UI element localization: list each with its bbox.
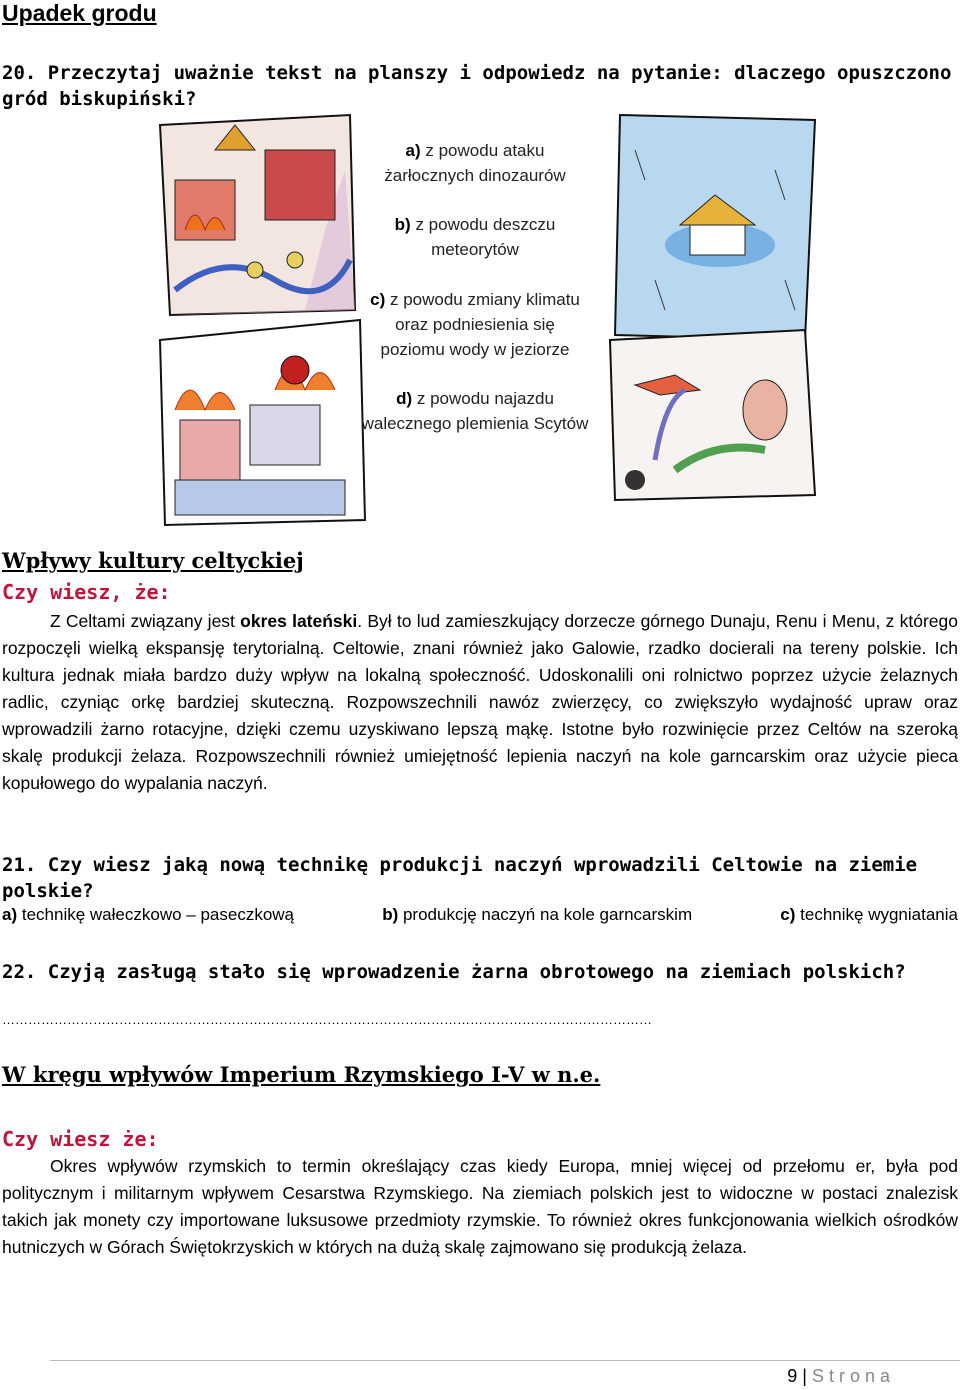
section-title-roman: W kręgu wpływów Imperium Rzymskiego I-V w n.e. [2, 1062, 601, 1087]
footer-page-number: 9 | S t r o n a [787, 1366, 890, 1386]
paragraph-roman: Okres wpływów rzymskich to termin określający czas kiedy Europa, mniej więcej od przełomu er, była pod politycznym i militarnym wpływem Cesarstwa Rzymskiego. Na ziemiach polskich jest to widoczne w postaci znalezisk takich jak monety czy importowane luksusowe przedmioty rzymskie. To również okres funkcjonowania wielkich ośrodków hutniczych w Górach Świętokrzyskich w których na dużą skalę zajmowano się produkcją żelaza. [2, 1156, 958, 1257]
q21-option-a[interactable]: a) technikę wałeczkowo – paseczkową [2, 905, 295, 924]
q21-option-c[interactable]: c) technikę wygniatania [780, 905, 958, 924]
illustration-fire-town [160, 115, 355, 315]
option-c[interactable]: c) z powodu zmiany klimatu oraz podniesienia się poziomu wody w jeziorze [370, 290, 580, 359]
question-22: 22. Czyją zasługą stało się wprowadzenie żarna obrotowego na ziemiach polskich? [2, 961, 906, 983]
footer-divider [50, 1360, 960, 1361]
illustration-meteors [160, 320, 365, 525]
answer-line-22[interactable]: …………………………………………………………………………………………………………………………………… [2, 1012, 652, 1027]
question-21: 21. Czy wiesz jaką nową technikę produkcji naczyń wprowadzili Celtowie na ziemie polskie? [2, 854, 918, 902]
option-a[interactable]: a) z powodu ataku żarłocznych dinozaurów [384, 141, 566, 185]
illustration-dinosaurs [610, 330, 815, 500]
option-d[interactable]: d) z powodu najazdu walecznego plemienia Scytów [361, 389, 589, 433]
illustration-flood [615, 115, 815, 340]
option-b[interactable]: b) z powodu deszczu meteorytów [394, 215, 556, 259]
did-you-know-1: Czy wiesz, że: [2, 580, 171, 604]
paragraph-celtic: Z Celtami związany jest okres lateński. Był to lud zamieszkujący dorzecze górnego Dunaju, Renu i Menu, z którego rozpoczęli wielką ekspansję terytorialną. Celtowie, znani również jako Galowie, rzadko docierali na tereny polskie. Ich kultura jednak miała bardzo duży wpływ na lokalną społeczność. Udoskonalili oni rolnictwo poprzez użycie żelaznych radlic, czyniąc orkę bardziej skuteczną. Rozpowszechnili nawóz zwierzęcy, co zwiększyło wydajność upraw oraz wprowadzili żarno rotacyjne, dzięki czemu uzyskiwano lepszą mąkę. Istotne było rozwinięcie przez Celtów na szeroką skalę produkcji żelaza. Rozpowszechnili również umiejętność lepienia naczyń na kole garncarskim oraz użycie pieca kopułowego do wypalania naczyń. [2, 611, 959, 793]
section-title-upadek-grodu: Upadek grodu [2, 0, 157, 26]
section-title-celtic: Wpływy kultury celtyckiej [2, 548, 304, 573]
q21-option-b[interactable]: b) produkcję naczyń na kole garncarskim [382, 905, 693, 924]
question-20: 20. Przeczytaj uważnie tekst na planszy i odpowiedz na pytanie: dlaczego opuszczono gród biskupiński? [2, 62, 952, 110]
q21-options [2, 905, 958, 925]
did-you-know-2: Czy wiesz że: [2, 1127, 159, 1151]
